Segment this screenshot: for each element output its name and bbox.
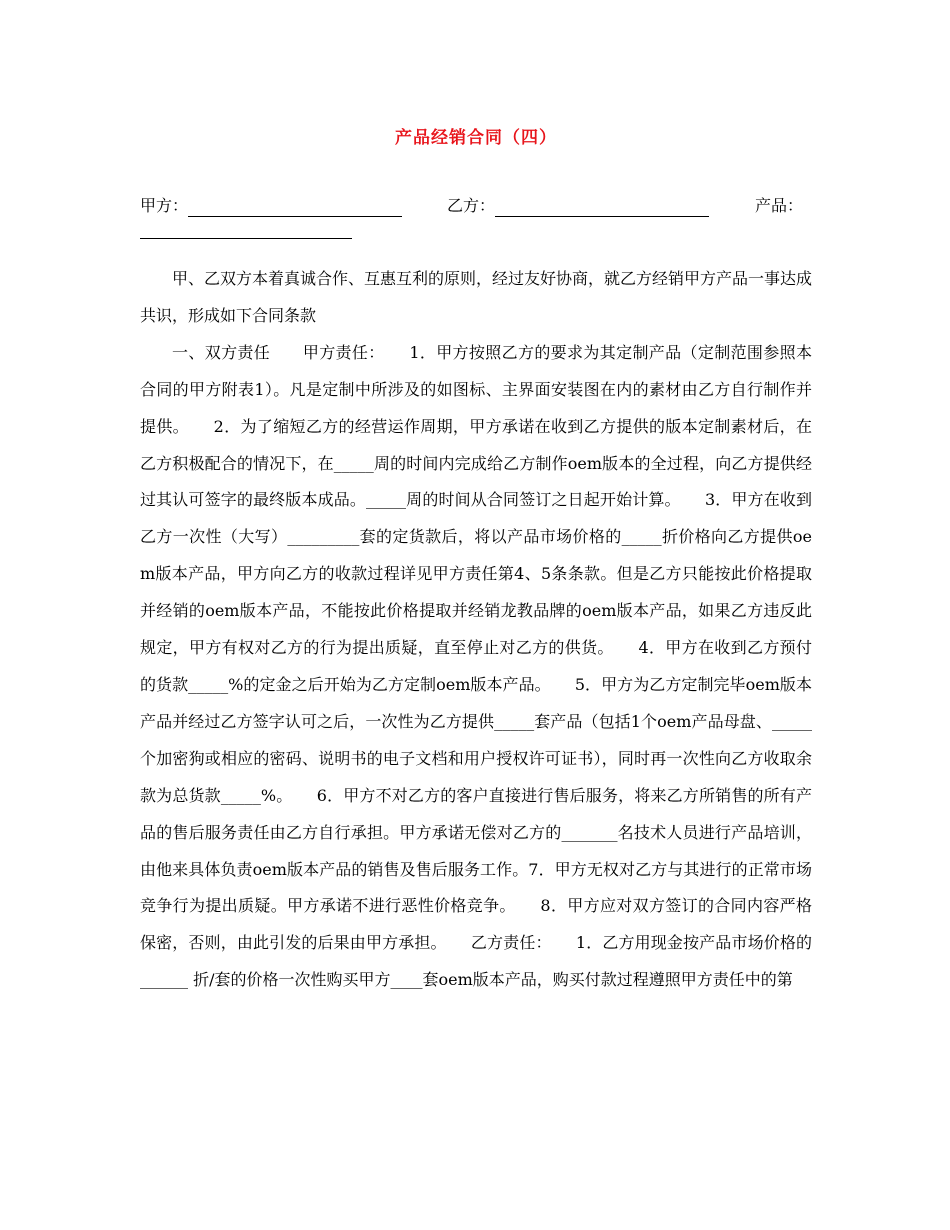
- product-field: [755, 195, 803, 217]
- party-a-blank: [188, 201, 402, 217]
- party-a-field: [140, 195, 402, 217]
- party-a-label: 甲方：: [140, 196, 189, 215]
- product-blank: [140, 223, 352, 239]
- party-b-field: [447, 195, 709, 217]
- party-b-label: 乙方：: [447, 196, 496, 215]
- party-b-blank: [495, 201, 709, 217]
- product-label: 产品：: [755, 196, 804, 215]
- clauses-paragraph: 一、双方责任 甲方责任： 1．甲方按照乙方的要求为其定制产品（定制范围参照本合同的甲方附表1）。凡是定制中所涉及的如图标、主界面安装图在内的素材由乙方自行制作并提供。 2．为了缩短乙方的经营运作周期，甲方承诺在收到乙方提供的版本定制素材后，在乙方积极配合的情况下，在_____周的时间内完成给乙方制作oem版本的全过程，向乙方提供经过其认可签字的最终版本成品。_____周的时间从合同签订之日起开始计算。 3．甲方在收到乙方一次性（大写）_________套的定货款后，将以产品市场价格的_____折价格向乙方提供oem版本产品，甲方向乙方的收款过程详见甲方责任第4、5条条款。但是乙方只能按此价格提取并经销的oem版本产品，不能按此价格提取并经销龙教品牌的oem版本产品，如果乙方违反此规定，甲方有权对乙方的行为提出质疑，直至停止对乙方的供货。 4．甲方在收到乙方预付的货款_____%的定金之后开始为乙方定制oem版本产品。 5．甲方为乙方定制完毕oem版本产品并经过乙方签字认可之后，一次性为乙方提供_____套产品（包括1个oem产品母盘、_____个加密狗或相应的密码、说明书的电子文档和用户授权许可证书），同时再一次性向乙方收取余款为总货款_____%。 6．甲方不对乙方的客户直接进行售后服务，将来乙方所销售的所有产品的售后服务责任由乙方自行承担。甲方承诺无偿对乙方的_______名技术人员进行产品培训，由他来具体负责oem版本产品的销售及售后服务工作。7．甲方无权对乙方与其进行的正常市场竞争行为提出质疑。甲方承诺不进行恶性价格竞争。 8．甲方应对双方签订的合同内容严格保密，否则，由此引发的后果由甲方承担。 乙方责任： 1．乙方用现金按产品市场价格的______ 折/套的价格一次性购买甲方____套oem版本产品，购买付款过程遵照甲方责任中的第: [140, 342, 812, 990]
- contract-body: [140, 261, 812, 999]
- intro-paragraph: 甲、乙双方本着真诚合作、互惠互利的原则，经过友好协商，就乙方经销甲方产品一事达成共识，形成如下合同条款: [140, 269, 813, 325]
- document-title: 产品经销合同（四）: [395, 128, 557, 148]
